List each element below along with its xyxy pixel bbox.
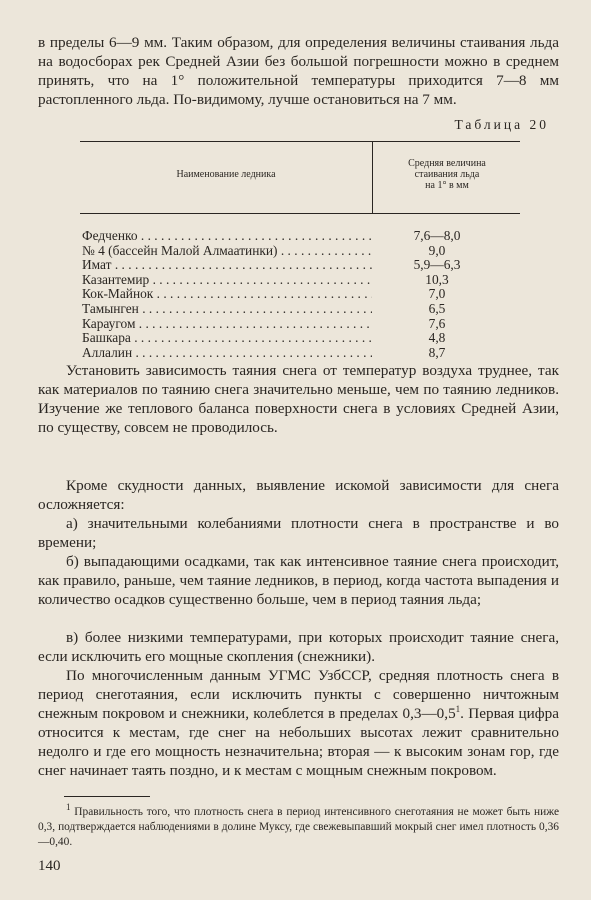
table-header-value-line3: на 1° в мм: [425, 180, 469, 191]
table-row: [82, 229, 522, 244]
table-header-value-line1: Средняя величина: [408, 158, 486, 169]
glacier-name: Тамынген . . .: [82, 302, 372, 317]
list-item-b: б) выпадающими осадками, так как интенсивное таяние снега происходит, как правило, раньше, чем таяние ледников, в период, когда частота выпадения и количество осадков существенно больше, чем в период таяния льда;: [38, 553, 559, 608]
table-header-value: [374, 158, 520, 191]
melt-value: 7,6: [428, 315, 446, 331]
paragraph-1: в пределы 6—9 мм. Таким образом, для определения величины стаивания льда на водосборах рек Средней Азии без большой погрешности можно в среднем принять, что на 1° положительной температуры приходится 7—8 мм растопленного льда. По-видимому, лучше остановиться на 7 мм.: [38, 34, 559, 108]
table-row: [82, 244, 522, 259]
table-header-divider: [372, 141, 373, 213]
paragraph-3: Кроме скудности данных, выявление искомой зависимости для снега осложняется:: [38, 477, 559, 513]
page-number: 140: [38, 858, 61, 874]
table-header-value-line2: стаивания льда: [414, 169, 480, 180]
footnote-text: Правильность того, что плотность снега в период интенсивного снеготаяния не может быть ниже 0,3, подтверждается наблюдениями в долине Муксу, где свежевыпавший мокрый снег имел плотность 0,36—0,40.: [38, 806, 559, 848]
melt-value: 8,7: [428, 344, 446, 360]
glacier-name: Казантемир . . .: [82, 273, 372, 288]
glacier-name: Кок-Майнок . . .: [82, 287, 372, 302]
glacier-name: Караугом . . .: [82, 317, 372, 332]
table-row: [82, 287, 522, 302]
melt-value: 4,8: [428, 330, 446, 346]
melt-value: 9,0: [428, 242, 446, 258]
paragraph-4-text-1: По многочисленным данным УГМС УзбССР, средняя плотность снега в период снеготаяния, если исключить пункты с совершенно ничтожным снежным покровом и снежники, колеблется в пределах 0,3—0,5: [38, 667, 559, 722]
table-header-rule: [80, 213, 520, 214]
table-title: Таблица 20: [454, 117, 549, 132]
melt-value: 7,6—8,0: [413, 228, 461, 243]
footnote: [38, 802, 559, 850]
table-top-rule: [80, 141, 520, 142]
melt-value: 5,9—6,3: [413, 257, 461, 273]
table-row: [82, 331, 522, 346]
paragraph-4: [38, 666, 559, 780]
table-header-name: Наименование ледника: [176, 169, 276, 180]
melt-value: 10,3: [425, 271, 449, 287]
list-item-a: а) значительными колебаниями плотности снега в пространстве и во времени;: [38, 515, 559, 551]
melt-value: 7,0: [428, 286, 446, 302]
footnote-mark: 1: [66, 802, 71, 813]
table-row: [82, 346, 522, 361]
melt-value: 6,5: [428, 300, 446, 316]
list-item-c: в) более низкими температурами, при которых происходит таяние снега, если исключить его мощные скопления (снежники).: [38, 629, 559, 665]
glacier-name: № 4 (бассейн Малой Алмаатинки) . . .: [82, 244, 372, 259]
table-row: [82, 317, 522, 332]
glacier-name: Аллалин . . .: [82, 346, 372, 361]
table-body: [82, 229, 522, 360]
glacier-name: Федченко . . .: [82, 229, 372, 244]
footnote-reference: 1: [455, 703, 461, 714]
paragraph-2: Установить зависимость таяния снега от температур воздуха труднее, так как материалов по таянию снега значительно меньше, чем по таянию ледников. Изучение же теплового баланса поверхности снега в условиях Средней Азии, по существу, совсем не проводилось.: [38, 362, 559, 436]
table-row: [82, 258, 522, 273]
table-row: [82, 302, 522, 317]
glacier-name: Башкара . . .: [82, 331, 372, 346]
paragraph-4-text-2: . Первая цифра относится к местам, где снег на небольших высотах лежит сравнительно недолго и где его мощность незначительна; вторая — к высоким зонам гор, где снег начинает таять поздно, и к местам с мощным снежным покровом.: [38, 705, 559, 779]
table-row: [82, 273, 522, 288]
glacier-name: Имат . . .: [82, 258, 372, 273]
footnote-separator: [64, 796, 150, 797]
